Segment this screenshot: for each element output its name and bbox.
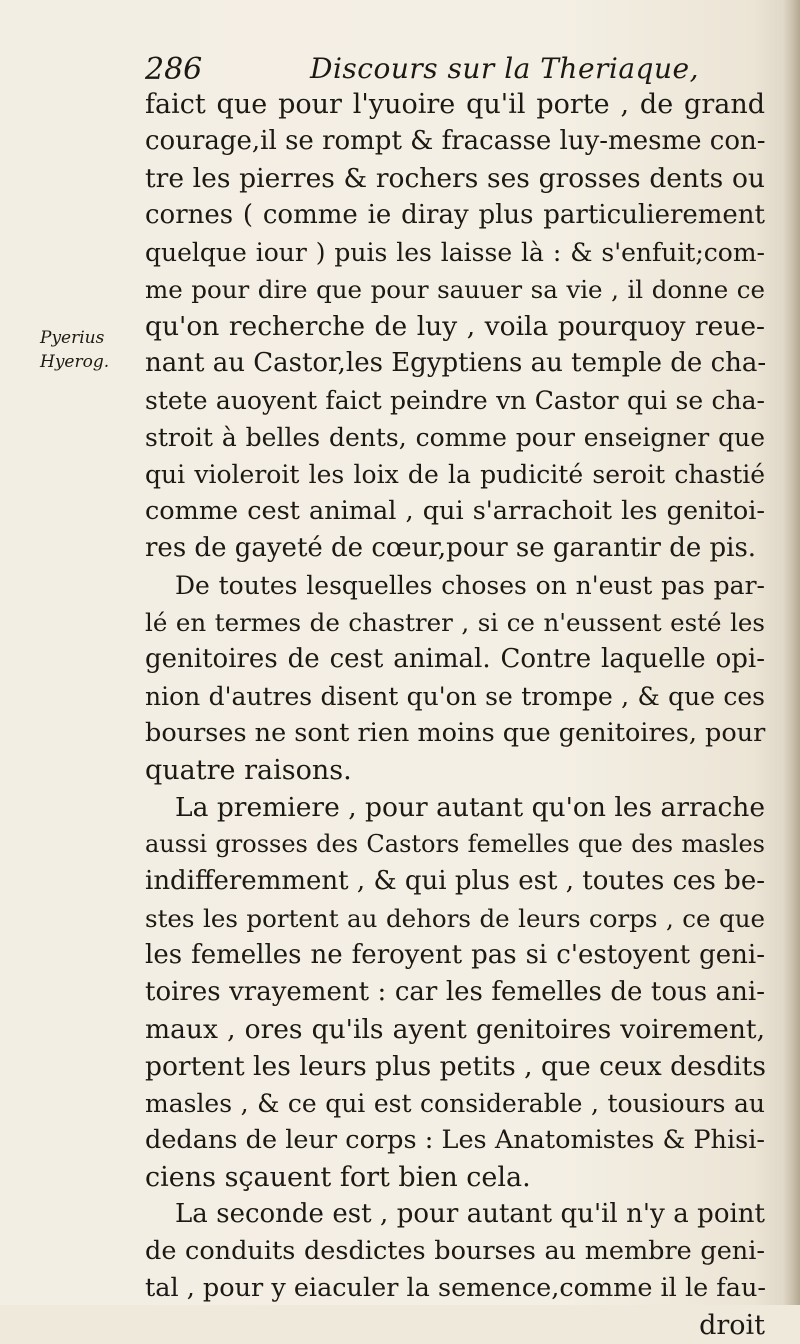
margin-note-line: Hyerog. bbox=[40, 352, 110, 372]
text-line: stroit à belles dents, comme pour enseigner que bbox=[145, 423, 765, 452]
text-line: faict que pour l'yuoire qu'il porte , de grand bbox=[145, 89, 765, 120]
text-line: nion d'autres disent qu'on se trompe , & que ces bbox=[145, 682, 765, 711]
text-line: aussi grosses des Castors femelles que des masles bbox=[145, 830, 765, 858]
page-edge bbox=[782, 0, 800, 1305]
text-line: maux , ores qu'ils ayent genitoires voirement, bbox=[145, 1014, 765, 1045]
text-line: La seconde est , pour autant qu'il n'y a point bbox=[175, 1199, 765, 1229]
text-line: tal , pour y eiaculer la semence,comme il le fau- bbox=[145, 1273, 766, 1303]
text-line: tre les pierres & rochers ses grosses dents ou bbox=[145, 163, 765, 194]
text-line: indifferemment , & qui plus est , toutes ces be- bbox=[145, 866, 765, 896]
text-line: quatre raisons. bbox=[145, 755, 352, 786]
text-line: de conduits desdictes bourses au membre geni- bbox=[145, 1236, 765, 1266]
text-line: bourses ne sont rien moins que genitoires, pour bbox=[145, 718, 766, 748]
text-line: cornes ( comme ie diray plus particulierement bbox=[145, 200, 765, 230]
text-line: qui violeroit les loix de la pudicité seroit chastié bbox=[145, 460, 765, 489]
text-line: quelque iour ) puis les laisse là : & s'enfuit;com- bbox=[145, 238, 765, 267]
text-line: me pour dire que pour sauuer sa vie , il donne ce bbox=[145, 275, 765, 304]
text-line: courage,il se rompt & fracasse luy-mesme con- bbox=[145, 126, 766, 156]
text-line: genitoires de cest animal. Contre laquelle opi- bbox=[145, 644, 765, 674]
running-title: Discours sur la Theriaque, bbox=[310, 52, 699, 85]
text-line: portent les leurs plus petits , que ceux desdits bbox=[145, 1051, 767, 1082]
text-line: les femelles ne feroyent pas si c'estoyent geni- bbox=[145, 940, 765, 970]
text-line: stete auoyent faict peindre vn Castor qui se cha- bbox=[145, 386, 765, 415]
text-line: La premiere , pour autant qu'on les arrache bbox=[175, 792, 766, 823]
page-number: 286 bbox=[145, 52, 203, 87]
text-line: stes les portent au dehors de leurs corps , ce que bbox=[145, 904, 765, 933]
text-line: masles , & ce qui est considerable , tousiours au bbox=[145, 1089, 765, 1118]
text-line: qu'on recherche de luy , voila pourquoy reue- bbox=[145, 311, 765, 342]
text-line: nant au Castor,les Egyptiens au temple de cha- bbox=[145, 348, 767, 378]
text-line: comme cest animal , qui s'arrachoit les genitoi- bbox=[145, 496, 765, 526]
margin-note bbox=[40, 326, 130, 374]
text-line: res de gayeté de cœur,pour se garantir de pis. bbox=[145, 533, 757, 563]
catchword: droit bbox=[699, 1310, 765, 1341]
text-line: ciens sçauent fort bien cela. bbox=[145, 1162, 531, 1193]
text-line: dedans de leur corps : Les Anatomistes & Phisi- bbox=[145, 1125, 765, 1155]
text-line: lé en termes de chastrer , si ce n'eussent esté les bbox=[145, 608, 765, 637]
text-line: De toutes lesquelles choses on n'eust pas par- bbox=[175, 571, 765, 600]
body-text bbox=[145, 86, 765, 1344]
text-line: toires vrayement : car les femelles de tous ani- bbox=[145, 977, 765, 1007]
page-header bbox=[145, 46, 765, 90]
margin-note-line: Pyerius bbox=[40, 328, 105, 348]
